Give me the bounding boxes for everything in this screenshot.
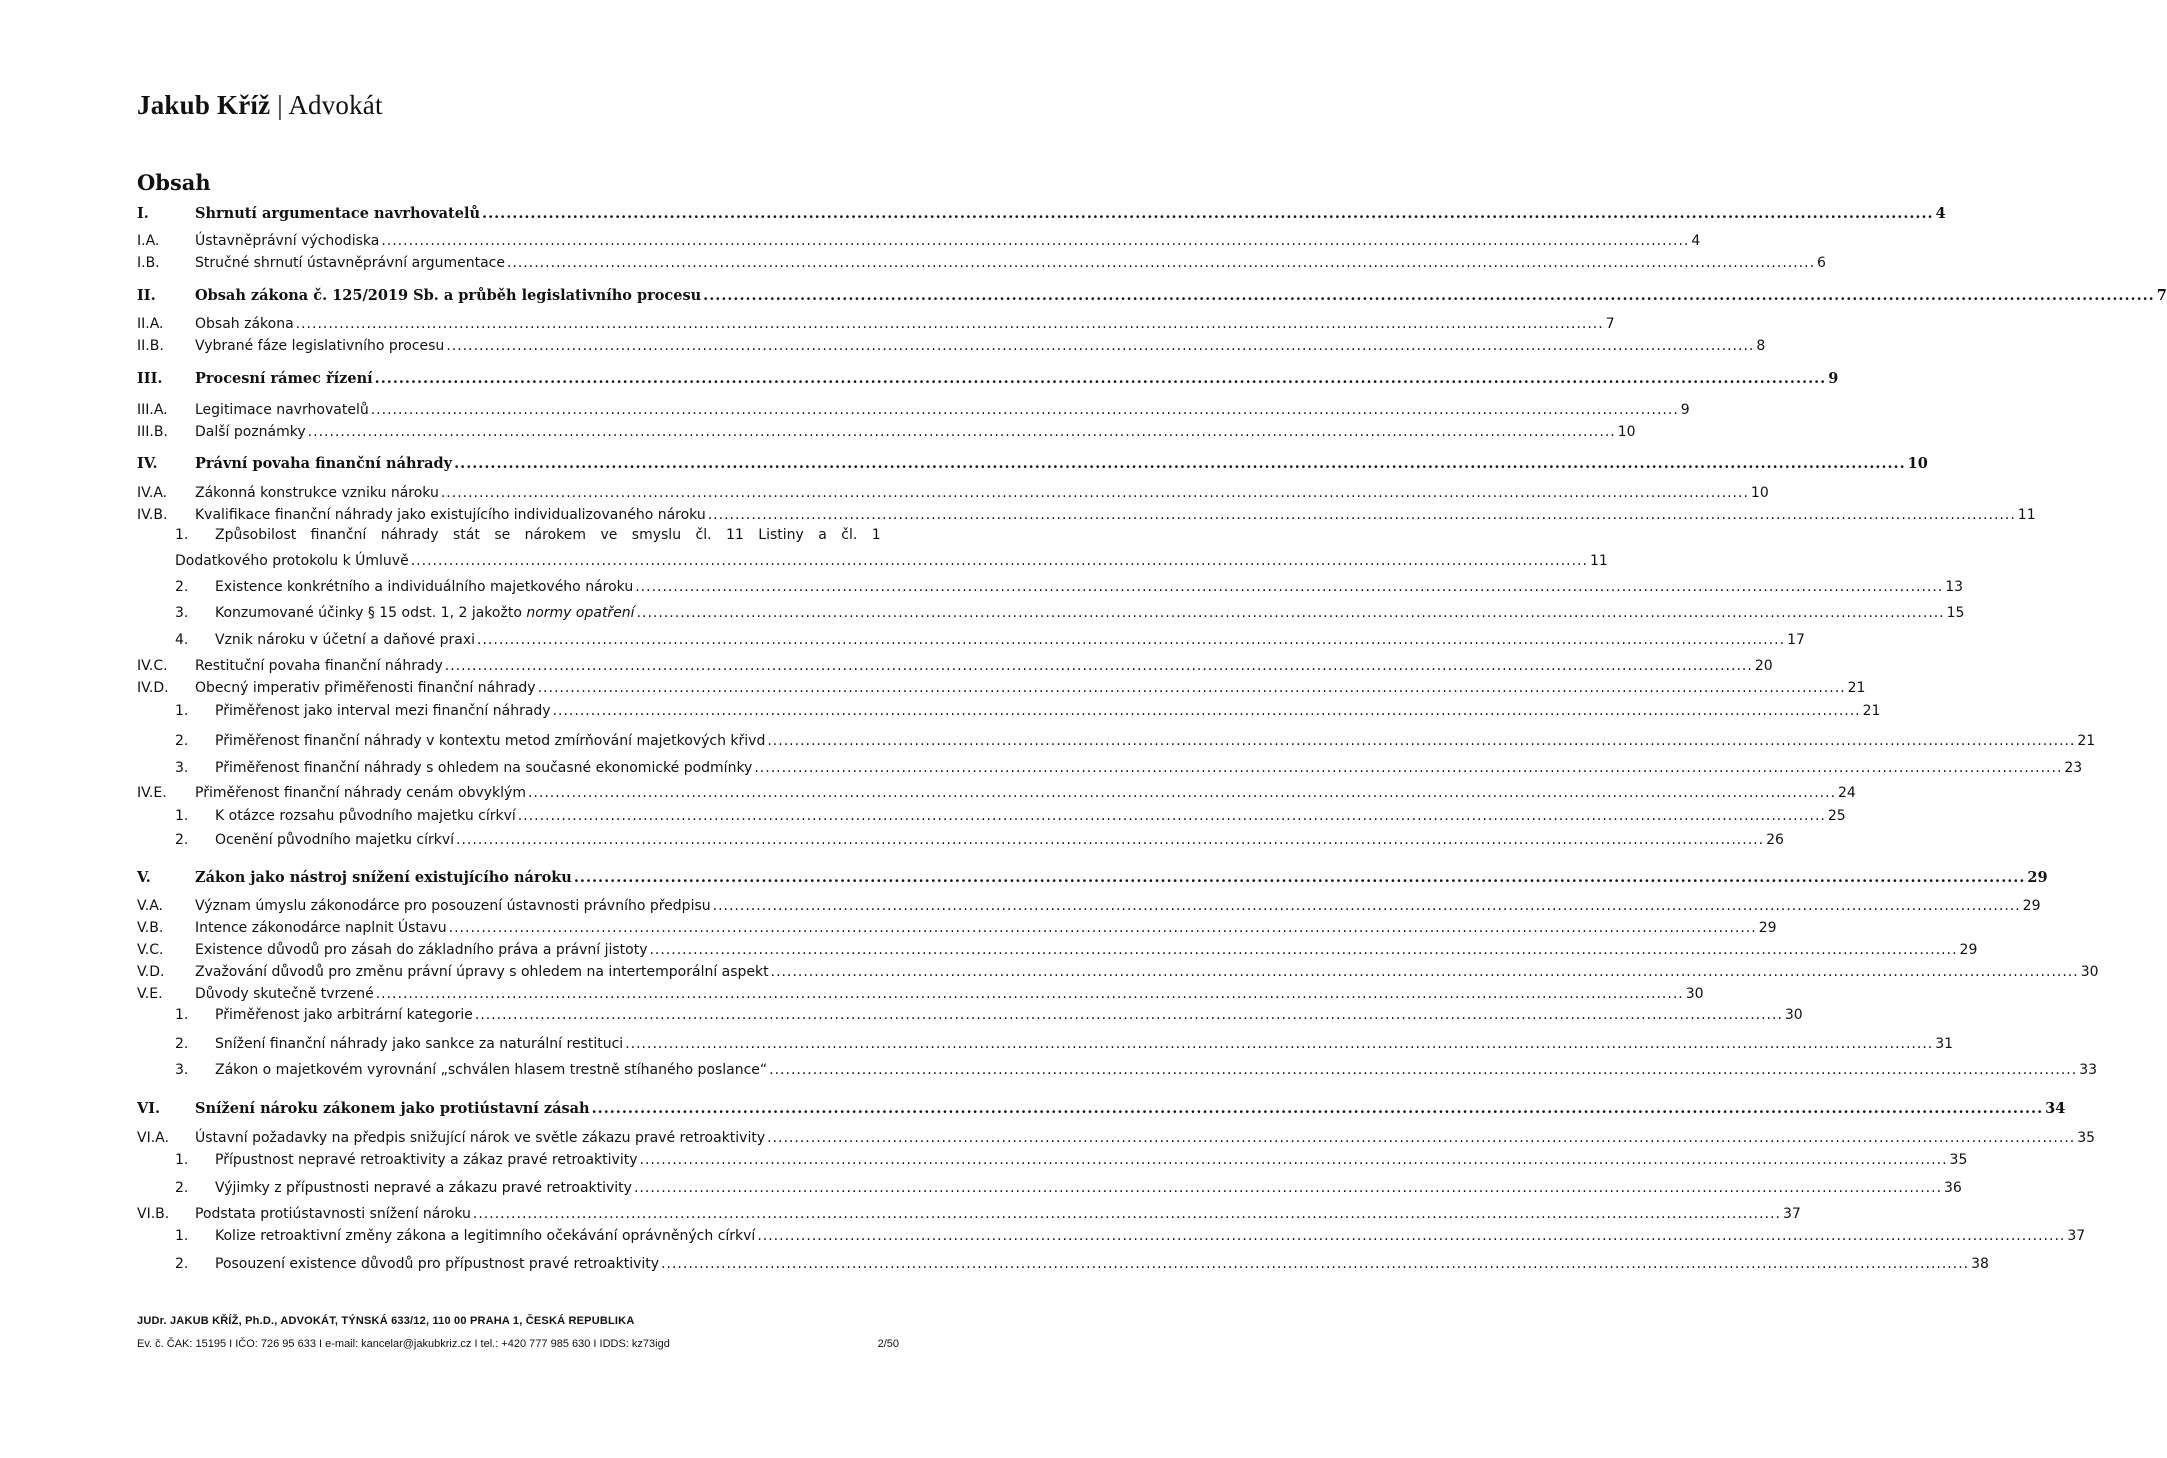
toc-item[interactable] <box>137 316 1615 332</box>
toc-item[interactable] <box>137 632 1805 648</box>
toc-item-text-main: Kvalifikace finanční náhrady jako existujícího individualizovaného nároku <box>195 507 706 523</box>
toc-leader-dots <box>528 785 1836 801</box>
toc-item-number: VI.B. <box>137 1206 170 1222</box>
toc-item[interactable] <box>137 1100 2066 1117</box>
toc-page-number: 29 <box>1758 920 1777 936</box>
toc-item-text <box>195 205 480 222</box>
toc-item-text-main: Přiměřenost finanční náhrady cenám obvyklým <box>195 785 526 801</box>
toc-leader-dots <box>449 920 1757 936</box>
toc-page-number: 37 <box>1782 1206 1801 1222</box>
toc-item-text-main: Stručné shrnutí ústavněprávní argumentace <box>195 255 505 271</box>
toc-item-text <box>215 808 516 824</box>
toc-leader-dots <box>507 255 1815 271</box>
toc-leader-dots <box>771 964 2079 980</box>
toc-item-text-main: Obecný imperativ přiměřenosti finanční náhrady <box>195 680 536 696</box>
toc-item-text-main: Právní povaha finanční náhrady <box>195 455 453 472</box>
toc-item-text-main: Vznik nároku v účetní a daňové praxi <box>215 632 476 648</box>
toc-item[interactable] <box>137 402 1690 418</box>
toc-item-number: 1. <box>175 527 189 543</box>
toc-item-text <box>195 680 536 696</box>
toc-item-number: V.C. <box>137 942 164 958</box>
toc-page-number: 29 <box>2022 898 2041 914</box>
toc-item-number: V.D. <box>137 964 165 980</box>
toc-leader-dots <box>713 898 2021 914</box>
toc-item-text-main: Intence zákonodárce naplnit Ústavu <box>195 920 447 936</box>
toc-item-text <box>215 579 633 595</box>
toc-item-number: II.A. <box>137 316 164 332</box>
toc-item-number: VI.A. <box>137 1130 169 1146</box>
toc-item-text-main: Vybrané fáze legislativního procesu <box>195 338 445 354</box>
toc-page-number: 21 <box>2077 733 2096 749</box>
title-separator: | <box>277 90 283 120</box>
table-of-contents <box>137 0 2167 1458</box>
toc-page-number: 30 <box>2080 964 2099 980</box>
toc-leader-dots <box>445 658 1753 674</box>
toc-page-number: 20 <box>1754 658 1773 674</box>
toc-page-number: 9 <box>1828 370 1839 387</box>
toc-page-number: 10 <box>1750 485 1769 501</box>
toc-leader-dots <box>703 287 2155 304</box>
toc-item[interactable] <box>137 1062 2098 1078</box>
toc-page-number: 8 <box>1756 338 1766 354</box>
toc-leader-dots <box>456 832 1764 848</box>
toc-item-text-main: Ocenění původního majetku církví <box>215 832 455 848</box>
toc-item-number: IV.B. <box>137 507 168 523</box>
toc-item-text-main: Přípustnost nepravé retroaktivity a zákaz pravé retroaktivity <box>215 1152 638 1168</box>
toc-page-number: 25 <box>1827 808 1846 824</box>
toc-item[interactable] <box>137 1152 1968 1168</box>
toc-item-text-main: Zákon o majetkovém vyrovnání „schválen hlasem trestně stíhaného poslance“ <box>215 1062 768 1078</box>
toc-item-number: II.B. <box>137 338 164 354</box>
toc-item-text <box>215 1180 632 1196</box>
toc-item[interactable] <box>137 1180 1962 1196</box>
toc-item-text-main: Zákonná konstrukce vzniku nároku <box>195 485 439 501</box>
toc-item-number: I.A. <box>137 233 160 249</box>
toc-leader-dots <box>375 370 1827 387</box>
toc-item-text <box>195 287 701 304</box>
toc-leader-dots <box>454 455 1906 472</box>
toc-page-number: 33 <box>2079 1062 2098 1078</box>
toc-item-text <box>195 869 572 886</box>
toc-item-text-main: Shrnutí argumentace navrhovatelů <box>195 205 481 222</box>
toc-item[interactable] <box>137 832 1784 848</box>
toc-page-number: 7 <box>1605 316 1615 332</box>
toc-item-text <box>215 1256 659 1272</box>
toc-item-text <box>215 1036 623 1052</box>
toc-page-number: 10 <box>1907 455 1928 472</box>
toc-item[interactable] <box>137 455 1928 472</box>
toc-page-number: 11 <box>2017 507 2036 523</box>
toc-item-text <box>195 424 306 440</box>
toc-item[interactable] <box>137 942 1978 958</box>
toc-page-number: 29 <box>1959 942 1978 958</box>
toc-item-text <box>195 402 369 418</box>
toc-item-text-main: Posouzení existence důvodů pro přípustnost pravé retroaktivity <box>215 1256 660 1272</box>
toc-item[interactable] <box>137 986 1704 1002</box>
toc-item-text-main: Podstata protiústavnosti snížení nároku <box>195 1206 471 1222</box>
toc-item[interactable] <box>137 205 1946 222</box>
toc-page-number: 21 <box>1862 703 1881 719</box>
toc-leader-dots <box>640 1152 1948 1168</box>
toc-item-text <box>195 942 647 958</box>
toc-item-text <box>215 632 475 648</box>
toc-item-number: I.B. <box>137 255 160 271</box>
toc-item-number: 1. <box>175 1007 189 1023</box>
toc-page-number: 24 <box>1838 785 1856 801</box>
toc-item-text <box>215 832 454 848</box>
toc-item-number: III. <box>137 370 163 387</box>
toc-item-text <box>195 255 505 271</box>
toc-item-number: V.B. <box>137 920 164 936</box>
toc-item-text <box>215 703 551 719</box>
footer-contact-details: Ev. č. ČAK: 15195 I IČO: 726 95 633 I e-mail: kancelar@jakubkriz.cz I tel.: +420 777 985 630 I IDDS: kz73igd <box>137 1338 670 1350</box>
toc-page-number: 36 <box>1944 1180 1962 1196</box>
toc-item-wrapped-line[interactable] <box>175 527 895 543</box>
toc-item-number: 2. <box>175 1036 189 1052</box>
toc-leader-dots <box>475 1007 1783 1023</box>
toc-item-text-main: Snížení nároku zákonem jako protiústavní zásah <box>195 1100 590 1117</box>
toc-item[interactable] <box>137 733 2096 749</box>
toc-leader-dots <box>767 1130 2075 1146</box>
toc-item-text-main: Legitimace navrhovatelů <box>195 402 369 418</box>
toc-leader-dots <box>574 869 2026 886</box>
toc-item-number: 1. <box>175 703 189 719</box>
toc-item[interactable] <box>137 703 1881 719</box>
toc-item-text <box>195 658 443 674</box>
toc-item-number: 1. <box>175 1152 189 1168</box>
toc-item-text-main: Existence důvodů pro zásah do základního práva a právní jistoty <box>195 942 648 958</box>
toc-item[interactable] <box>137 424 1636 440</box>
toc-page-number: 4 <box>1935 205 1946 222</box>
toc-item[interactable] <box>137 1036 1954 1052</box>
toc-item[interactable] <box>137 920 1777 936</box>
toc-item-text <box>195 316 294 332</box>
toc-leader-dots <box>381 233 1689 249</box>
toc-item-text <box>215 1228 755 1244</box>
toc-leader-dots <box>637 605 1945 621</box>
toc-item[interactable] <box>137 1206 1801 1222</box>
toc-item[interactable] <box>137 760 2083 776</box>
toc-item-text <box>195 920 447 936</box>
toc-page-number: 9 <box>1680 402 1690 418</box>
toc-leader-dots <box>518 808 1826 824</box>
toc-page-number: 13 <box>1945 579 1964 595</box>
toc-page-number: 23 <box>2064 760 2083 776</box>
toc-leader-dots <box>371 402 1679 418</box>
toc-item-text-main: Zvažování důvodů pro změnu právní úpravy s ohledem na intertemporální aspekt <box>195 964 769 980</box>
toc-item-text <box>195 1130 765 1146</box>
toc-item-text <box>215 1152 638 1168</box>
toc-page-number: 17 <box>1787 632 1805 648</box>
toc-item-text <box>215 733 765 749</box>
toc-item-number: IV.C. <box>137 658 168 674</box>
lawyer-name: Jakub Kříž <box>137 90 271 120</box>
toc-page-number: 7 <box>2156 287 2167 304</box>
toc-item-text-italic: normy opatření <box>526 605 635 621</box>
toc-item-number: III.B. <box>137 424 168 440</box>
toc-item-continuation-text: Dodatkového protokolu k Úmluvě <box>175 553 409 569</box>
toc-page-number: 30 <box>1784 1007 1803 1023</box>
toc-item-text <box>195 507 706 523</box>
toc-item-number: V.E. <box>137 986 163 1002</box>
toc-item[interactable] <box>137 507 2036 523</box>
toc-item[interactable] <box>137 255 1826 271</box>
toc-item[interactable] <box>137 233 1701 249</box>
toc-leader-dots <box>411 553 1588 569</box>
toc-heading: Obsah <box>137 170 211 195</box>
toc-item[interactable] <box>137 964 2099 980</box>
toc-item-text <box>195 1206 471 1222</box>
toc-page-number: 29 <box>2027 869 2048 886</box>
toc-item-number: 1. <box>175 1228 189 1244</box>
toc-item-text-main: Další poznámky <box>195 424 306 440</box>
toc-item-text-main: Ústavněprávní východiska <box>195 233 380 249</box>
toc-item[interactable] <box>137 1256 1989 1272</box>
toc-item-number: 2. <box>175 1256 189 1272</box>
toc-leader-dots <box>769 1062 2077 1078</box>
toc-item-number: V. <box>137 869 151 886</box>
toc-item-number: VI. <box>137 1100 161 1117</box>
footer-contacts <box>137 1338 899 1350</box>
toc-item-text-main: Ústavní požadavky na předpis snižující nárok ve světle zákazu pravé retroaktivity <box>195 1130 766 1146</box>
toc-item[interactable] <box>137 785 1856 801</box>
toc-page-number: 38 <box>1971 1256 1989 1272</box>
toc-item[interactable] <box>137 1228 2086 1244</box>
toc-item-text-main: Význam úmyslu zákonodárce pro posouzení ústavnosti právního předpisu <box>195 898 711 914</box>
toc-page-number: 15 <box>1946 605 1965 621</box>
toc-item-text <box>195 338 444 354</box>
toc-page-number: 31 <box>1935 1036 1954 1052</box>
toc-item[interactable] <box>137 370 1839 387</box>
toc-item[interactable] <box>137 1007 1803 1023</box>
toc-item[interactable] <box>137 808 1846 824</box>
toc-item-text-main: Zákon jako nástroj snížení existujícího nároku <box>195 869 572 886</box>
toc-leader-dots <box>308 424 1616 440</box>
toc-item-text-main: Přiměřenost finanční náhrady v kontextu metod zmírňování majetkových křivd <box>215 733 766 749</box>
toc-leader-dots <box>625 1036 1933 1052</box>
toc-item-text-main: Přiměřenost finanční náhrady s ohledem na současné ekonomické podmínky <box>215 760 753 776</box>
toc-item-text <box>195 964 769 980</box>
toc-item-text: Způsobilost finanční náhrady stát se nárokem ve smyslu čl. 11 Listiny a čl. 1 <box>215 527 881 543</box>
toc-item-text <box>195 370 373 387</box>
toc-item[interactable] <box>137 869 2048 886</box>
toc-page-number: 6 <box>1817 255 1826 271</box>
toc-item-text <box>215 605 635 621</box>
toc-item-text <box>195 898 711 914</box>
toc-leader-dots <box>482 205 1934 222</box>
toc-item-number: IV.D. <box>137 680 169 696</box>
page-number: 2/50 <box>877 1338 899 1350</box>
toc-page-number: 35 <box>2077 1130 2096 1146</box>
toc-page-number: 26 <box>1766 832 1784 848</box>
toc-page-number: 35 <box>1949 1152 1968 1168</box>
toc-item-text-main: Obsah zákona č. 125/2019 Sb. a průběh legislativního procesu <box>195 287 702 304</box>
toc-leader-dots <box>634 1180 1942 1196</box>
toc-item-number: IV.E. <box>137 785 167 801</box>
toc-item-text-main: Přiměřenost jako interval mezi finanční náhrady <box>215 703 551 719</box>
toc-item[interactable] <box>137 338 1766 354</box>
toc-item-text-main: Přiměřenost jako arbitrární kategorie <box>215 1007 473 1023</box>
toc-leader-dots <box>538 680 1846 696</box>
toc-leader-dots <box>473 1206 1781 1222</box>
toc-leader-dots <box>661 1256 1969 1272</box>
toc-item-number: I. <box>137 205 149 222</box>
toc-item-number: III.A. <box>137 402 168 418</box>
toc-leader-dots <box>708 507 2016 523</box>
toc-page-number: 30 <box>1685 986 1704 1002</box>
toc-item-number: 1. <box>175 808 189 824</box>
toc-leader-dots <box>441 485 1749 501</box>
toc-leader-dots <box>477 632 1785 648</box>
toc-item-text-main: K otázce rozsahu původního majetku církví <box>215 808 516 824</box>
toc-item-text-main: Konzumované účinky § 15 odst. 1, 2 jakožto <box>215 605 522 621</box>
toc-leader-dots <box>446 338 1754 354</box>
toc-item-text-main: Snížení finanční náhrady jako sankce za naturální restituci <box>215 1036 624 1052</box>
toc-item-number: 2. <box>175 579 189 595</box>
toc-item-number: V.A. <box>137 898 164 914</box>
toc-item-text <box>195 986 374 1002</box>
toc-item-text-main: Výjimky z přípustnosti nepravé a zákazu pravé retroaktivity <box>215 1180 632 1196</box>
toc-page-number: 21 <box>1847 680 1866 696</box>
toc-item-text <box>195 455 452 472</box>
toc-item-number: 2. <box>175 733 189 749</box>
toc-item-text-main: Restituční povaha finanční náhrady <box>195 658 443 674</box>
toc-page-number: 37 <box>2067 1228 2086 1244</box>
toc-item[interactable] <box>137 287 2167 304</box>
toc-page-number: 34 <box>2045 1100 2066 1117</box>
toc-item-text <box>215 760 752 776</box>
lawyer-role: Advokát <box>288 90 383 120</box>
toc-leader-dots <box>649 942 1957 958</box>
toc-leader-dots <box>296 316 1604 332</box>
toc-leader-dots <box>635 579 1943 595</box>
toc-leader-dots <box>376 986 1684 1002</box>
toc-item[interactable] <box>137 1130 2096 1146</box>
toc-leader-dots <box>553 703 1861 719</box>
toc-item[interactable] <box>137 898 2041 914</box>
toc-page-number: 11 <box>1589 553 1608 569</box>
toc-item[interactable] <box>137 579 1964 595</box>
toc-item-number: II. <box>137 287 156 304</box>
toc-leader-dots <box>754 760 2062 776</box>
toc-item-text-main: Kolize retroaktivní změny zákona a legitimního očekávání oprávněných církví <box>215 1228 756 1244</box>
toc-item[interactable] <box>137 680 1866 696</box>
toc-item-text-main: Obsah zákona <box>195 316 294 332</box>
toc-item-text <box>195 233 379 249</box>
toc-item-text <box>215 1062 767 1078</box>
toc-item-text <box>195 1100 590 1117</box>
toc-item-text-main: Existence konkrétního a individuálního majetkového nároku <box>215 579 634 595</box>
toc-item-text-main: Důvody skutečně tvrzené <box>195 986 374 1002</box>
toc-item[interactable] <box>137 485 1769 501</box>
toc-page-number: 4 <box>1691 233 1701 249</box>
toc-item-number: 3. <box>175 1062 189 1078</box>
footer-address: JUDr. JAKUB KŘÍŽ, Ph.D., ADVOKÁT, TÝNSKÁ 633/12, 110 00 PRAHA 1, ČESKÁ REPUBLIKA <box>137 1315 635 1327</box>
toc-item-number: IV.A. <box>137 485 168 501</box>
toc-item-text <box>195 785 526 801</box>
toc-item-text <box>195 485 439 501</box>
toc-item-text <box>215 1007 473 1023</box>
toc-item[interactable] <box>137 658 1773 674</box>
toc-leader-dots <box>757 1228 2065 1244</box>
toc-item-number: IV. <box>137 455 158 472</box>
toc-item-number: 2. <box>175 832 189 848</box>
toc-item-number: 3. <box>175 760 189 776</box>
toc-item-text-main: Procesní rámec řízení <box>195 370 373 387</box>
toc-item-continuation[interactable] <box>175 553 1608 569</box>
toc-item[interactable] <box>137 605 1965 621</box>
toc-leader-dots <box>767 733 2075 749</box>
toc-item-number: 4. <box>175 632 189 648</box>
toc-page-number: 10 <box>1617 424 1636 440</box>
toc-item-number: 2. <box>175 1180 189 1196</box>
toc-leader-dots <box>592 1100 2044 1117</box>
toc-item-number: 3. <box>175 605 189 621</box>
